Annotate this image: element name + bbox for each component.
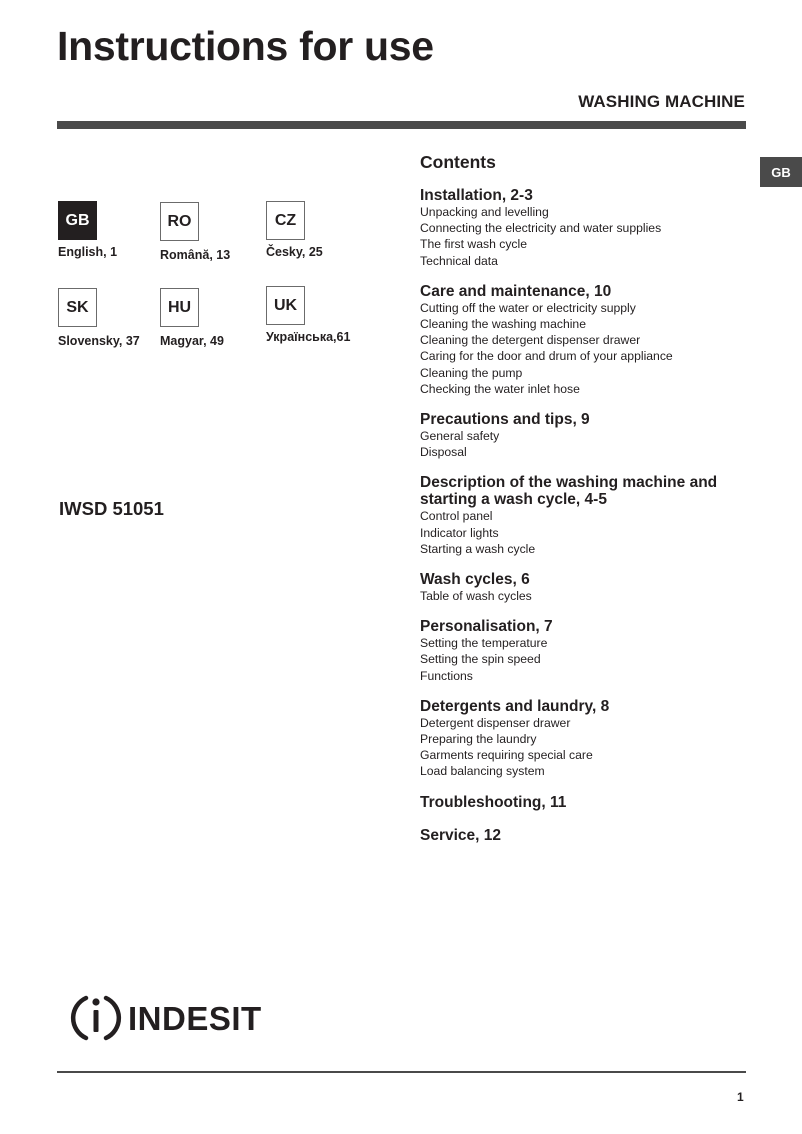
toc-section-precautions[interactable]: [420, 411, 750, 460]
toc-section-service[interactable]: [420, 827, 750, 844]
language-code-box: UK: [266, 286, 305, 325]
info-circle-logo-icon: [70, 993, 122, 1043]
brand-logo: [70, 993, 262, 1043]
toc-subitem[interactable]: Cleaning the detergent dispenser drawer: [420, 333, 641, 348]
language-code-box: CZ: [266, 201, 305, 240]
brand-name: INDESIT: [128, 999, 262, 1037]
toc-subitem[interactable]: Checking the water inlet hose: [420, 381, 580, 396]
toc-section-title[interactable]: Personalisation, 7: [420, 618, 553, 636]
contents-heading: Contents: [420, 152, 496, 172]
language-item-gb[interactable]: [58, 201, 117, 259]
toc-section-troubleshooting[interactable]: [420, 794, 750, 811]
toc-section-title[interactable]: Troubleshooting, 11: [420, 793, 567, 811]
toc-subitem[interactable]: Connecting the electricity and water supplies: [420, 221, 662, 236]
language-label: Magyar, 49: [160, 334, 224, 348]
language-item-hu[interactable]: [160, 288, 224, 348]
toc-section-installation[interactable]: [420, 187, 750, 269]
toc-subitem[interactable]: General safety: [420, 429, 500, 444]
language-code-box: SK: [58, 288, 97, 327]
language-code-box: RO: [160, 202, 199, 241]
toc-subitem[interactable]: Disposal: [420, 445, 467, 460]
footer-divider: [57, 1071, 746, 1073]
toc-section-detergents[interactable]: [420, 698, 750, 780]
toc-section-personalisation[interactable]: [420, 618, 750, 684]
language-item-sk[interactable]: [58, 288, 140, 348]
language-label: Slovensky, 37: [58, 334, 140, 348]
toc-subitem[interactable]: Cutting off the water or electricity supply: [420, 300, 636, 315]
toc-section-title[interactable]: Care and maintenance, 10: [420, 282, 612, 300]
toc-subitem[interactable]: Load balancing system: [420, 764, 545, 779]
toc-subitem[interactable]: Detergent dispenser drawer: [420, 715, 571, 730]
toc-subitem[interactable]: Setting the temperature: [420, 636, 548, 651]
language-label: Česky, 25: [266, 245, 323, 259]
toc-subitem[interactable]: Starting a wash cycle: [420, 541, 536, 556]
toc-section-title[interactable]: Description of the washing machine and starting a wash cycle, 4-5: [420, 474, 718, 509]
toc-subitem[interactable]: Control panel: [420, 509, 493, 524]
toc-subitem[interactable]: Functions: [420, 668, 473, 683]
header-divider: [57, 121, 746, 129]
toc-section-care[interactable]: [420, 283, 750, 397]
language-item-uk[interactable]: [266, 286, 350, 344]
language-label: Română, 13: [160, 248, 231, 262]
language-code-box: HU: [160, 288, 199, 327]
toc-section-title[interactable]: Detergents and laundry, 8: [420, 697, 610, 715]
model-number: IWSD 51051: [59, 498, 164, 519]
toc-subitem[interactable]: Unpacking and levelling: [420, 205, 549, 219]
toc-subitem[interactable]: Cleaning the washing machine: [420, 317, 586, 332]
toc-section-description[interactable]: [420, 474, 750, 557]
toc-subitem[interactable]: Caring for the door and drum of your appliance: [420, 349, 673, 364]
toc-subitem[interactable]: Table of wash cycles: [420, 589, 532, 604]
toc-subitem[interactable]: Cleaning the pump: [420, 365, 523, 380]
toc-subitem[interactable]: Setting the spin speed: [420, 652, 541, 667]
toc-subitem[interactable]: Garments requiring special care: [420, 748, 593, 763]
toc-subitem[interactable]: The first wash cycle: [420, 237, 528, 252]
toc-section-title[interactable]: Service, 12: [420, 826, 502, 844]
language-item-ro[interactable]: [160, 202, 230, 262]
language-item-cz[interactable]: [266, 201, 323, 259]
document-title: Instructions for use: [57, 23, 434, 69]
product-type: WASHING MACHINE: [578, 92, 745, 111]
language-label: Українська,61: [266, 330, 351, 344]
language-side-tab: GB: [760, 157, 802, 187]
toc-section-title[interactable]: Installation, 2-3: [420, 187, 533, 204]
page-number: 1: [737, 1090, 744, 1104]
toc-subitem[interactable]: Technical data: [420, 253, 498, 268]
toc-section-wash-cycles[interactable]: [420, 571, 750, 604]
language-label: English, 1: [58, 245, 118, 259]
toc-section-title[interactable]: Wash cycles, 6: [420, 571, 530, 589]
toc-subitem[interactable]: Indicator lights: [420, 525, 499, 540]
toc-section-title[interactable]: Precautions and tips, 9: [420, 411, 590, 429]
table-of-contents: [420, 152, 750, 858]
language-code-box: GB: [58, 201, 97, 240]
toc-subitem[interactable]: Preparing the laundry: [420, 732, 537, 747]
